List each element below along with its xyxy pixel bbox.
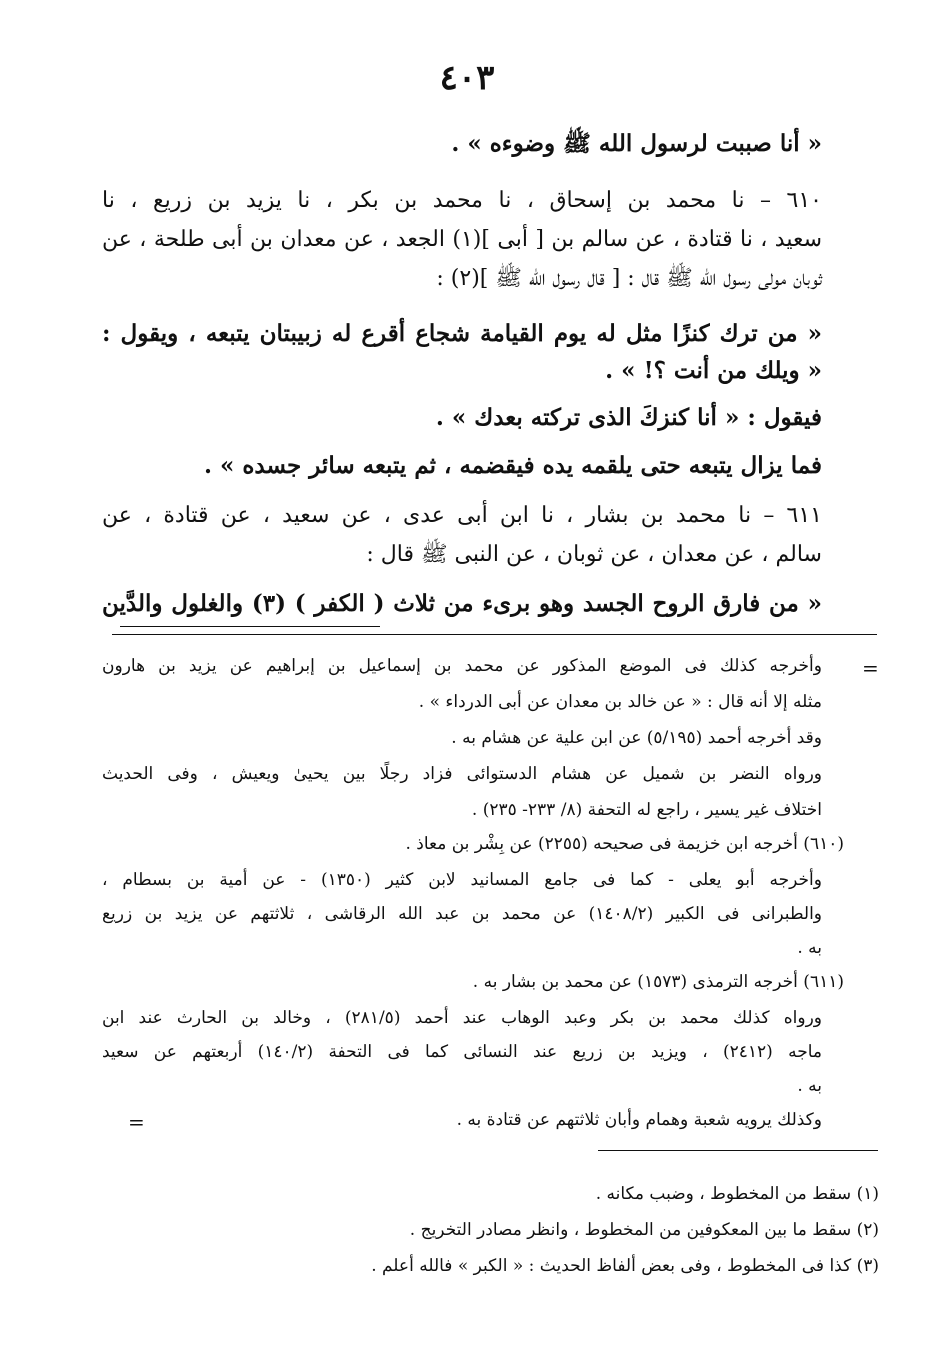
main-text-underline (120, 626, 380, 627)
note-line-8: والطبرانى فى الكبير (١٤٠٨/٢) عن محمد بن عبد الله الرقاشى ، ثلاثتهم عن يزيد بن زريع (102, 904, 822, 924)
main-line-8: فما يزال يتبعه حتى يلقمه يده فيقضمه ، ثم يتبعه سائر جسده » . (203, 452, 822, 479)
note-line-1: وأخرجه كذلك فى الموضع المذكور عن محمد بن إسماعيل بن إبراهيم عن يزيد بن هارون (102, 656, 822, 676)
note-line-4: ورواه النضر بن شميل عن هشام الدستوائى فزاد رجلًا بين يحيىٰ ويعيش ، وفى الحديث (102, 764, 822, 784)
note-line-9: به . (797, 938, 822, 958)
footnote-1: (١) سقط من المخطوط ، وضبب مكانه . (595, 1184, 879, 1204)
continuation-mark-end: = (128, 1110, 145, 1134)
main-line-5: « من ترك كنزًا مثل له يوم القيامة شجاع أقرع له زبيبتان يتبعه ، ويقول : (102, 320, 822, 347)
hadith-610-line-3: ثوبان مولى رسول الله ﷺ قال : [ قال رسول الله ﷺ ](٢) : (436, 266, 822, 291)
hadith-611-line-2: سالم ، عن معدان ، عن ثوبان ، عن النبى ﷺ قال : (366, 542, 822, 567)
page-number: ٤٠٣ (439, 58, 495, 98)
note-line-3: وقد أخرجه أحمد (٥/١٩٥) عن ابن علية عن هشام به . (451, 728, 822, 748)
notes-divider (112, 634, 877, 635)
note-line-5: اختلاف غير يسير ، راجع له التحفة (٨/ ٢٣٣- ٢٣٥) . (471, 800, 822, 820)
footnote-3: (٣) كذا فى المخطوط ، وفى بعض ألفاظ الحديث : « الكبر » فالله أعلم . (371, 1256, 879, 1276)
footnotes-divider (598, 1150, 878, 1151)
continuation-mark-start: = (862, 656, 879, 680)
main-line-11: « من فارق الروح الجسد وهو برىء من ثلاث ( الكفر ) (٣) والغلول والدَّين (102, 590, 822, 617)
main-line-6: « ويلك من أنت ؟! » . (605, 357, 822, 384)
note-line-11: ورواه كذلك محمد بن بكر وعبد الوهاب عند أحمد (٢٨١/٥) ، وخالد بن الحارث عند ابن (102, 1008, 822, 1028)
hadith-610-line-2: سعيد ، نا قتادة ، عن سالم بن [ أبى ](١) الجعد ، عن معدان بن أبى طلحة ، عن (102, 227, 823, 252)
note-line-10: (٦١١) أخرجه الترمذى (١٥٧٣) عن محمد بن بشار به . (472, 972, 844, 992)
note-line-2: مثله إلا أنه قال : « عن خالد بن معدان عن أبى الدرداء » . (418, 692, 822, 712)
note-line-14: وكذلك يرويه شعبة وهمام وأبان ثلاثتهم عن قتادة به . (456, 1110, 822, 1130)
main-line-1: « أنا صببت لرسول الله ﷺ وضوءه » . (451, 130, 822, 157)
main-line-7: فيقول : « أنا كنزكَ الذى تركته بعدك » . (435, 404, 822, 431)
hadith-610-line-1: ٦١٠ – نا محمد بن إسحاق ، نا محمد بن بكر ، نا يزيد بن زريع ، نا (102, 188, 822, 213)
note-line-12: ماجه (٢٤١٢) ، ويزيد بن زريع عند النسائى كما فى التحفة (١٤٠/٢) أربعتهم عن سعيد (102, 1042, 823, 1062)
note-line-13: به . (797, 1076, 822, 1096)
note-line-7: وأخرجه أبو يعلى - كما فى جامع المسانيد لابن كثير (١٣٥٠) - عن أمية بن بسطام ، (102, 870, 822, 890)
footnote-2: (٢) سقط ما بين المعكوفين من المخطوط ، وانظر مصادر التخريج . (409, 1220, 879, 1240)
hadith-611-line-1: ٦١١ – نا محمد بن بشار ، نا ابن أبى عدى ، عن سعيد ، عن قتادة ، عن (102, 503, 822, 528)
note-line-6: (٦١٠) أخرجه ابن خزيمة فى صحيحه (٢٢٥٥) عن بِشْر بن معاذ . (405, 834, 844, 854)
